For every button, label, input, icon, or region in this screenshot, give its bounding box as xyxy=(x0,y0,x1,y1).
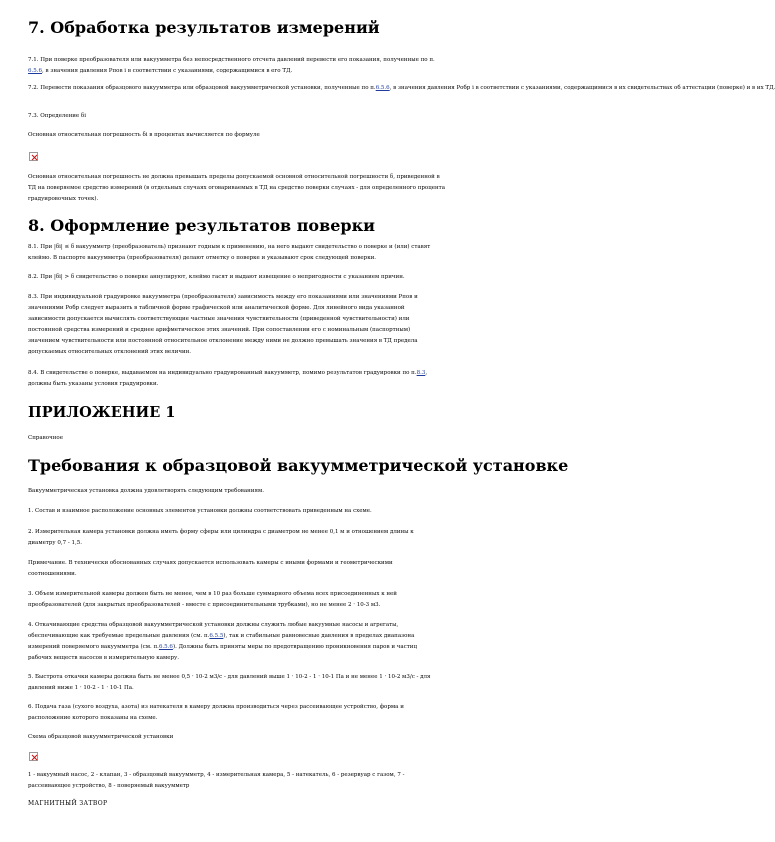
broken-image-icon xyxy=(29,752,38,761)
paragraph-7-5-line3: градуировочных точек). xyxy=(28,196,99,202)
link-6-5-6[interactable]: 6.5.6 xyxy=(375,85,390,91)
paragraph-8-3-line3: зависимости допускается вычислять соответствующие частные значения чувствительности (приведенной чувствительности) или xyxy=(28,316,410,322)
scheme-legend-line2: рассеивающее устройство, 8 - поверяемый вакуумметр xyxy=(28,783,190,789)
requirement-2-line1: 2. Измерительная камера установки должна иметь форму сферы или цилиндра с диаметром не менее 0,1 м и отношением длины к xyxy=(28,529,414,535)
paragraph-8-3-line4: постоянной средства измерений и среднее арифметическое этих значений. При сопоставлении его с номинальным (паспортным) xyxy=(28,327,411,333)
footer-caption: МАГНИТНЫЙ ЗАТВОР xyxy=(28,800,108,807)
scheme-title: Схема образцовой вакуумметрической установки xyxy=(28,734,174,740)
paragraph-8-3-line2: значениями Pобр следует выразить в табличной форме графической или аналитической форме. Для линейного вида указанной xyxy=(28,305,405,311)
requirement-3-line1: 3. Объем измерительной камеры должен быть не менее, чем в 10 раз больше суммарного объема всех присоединенных к ней xyxy=(28,591,397,597)
requirement-2-line2: диаметру 0,7 - 1,5. xyxy=(28,540,83,546)
section-7-title: 7. Обработка результатов измерений xyxy=(28,18,380,37)
requirement-6-line1: 6. Подача газа (сухого воздуха, азота) из натекателя в камеру должна производиться через рассеивающее устройство, форма и xyxy=(28,704,404,710)
paragraph-7-5-line2: ТД на поверяемое средство измерений (в отдельных случаях оговариваемых в ТД на средство поверки случаях - для определенного процента xyxy=(28,185,446,191)
requirement-6-line2: расположение которого показаны на схеме. xyxy=(28,715,158,721)
paragraph-7-5-line1: Основная относительная погрешность не должна превышать пределы допускаемой основной относительной погрешности δ, приведенной в xyxy=(28,174,440,180)
scheme-legend-line1: 1 - вакуумный насос, 2 - клапан, 3 - образцовый вакуумметр, 4 - измерительная камера, 5 - натекатель, 6 - резервуар с газом, 7 - xyxy=(28,772,405,778)
paragraph-8-3-line1: 8.3. При индивидуальной градуировке вакуумметра (преобразователя) зависимость между его показаниями или значениями Pпов и xyxy=(28,294,418,300)
paragraph-8-2: 8.2. При |δi| > δ свидетельство о поверке аннулируют, клеймо гасят и выдают извещение о непригодности с указанием причин. xyxy=(28,274,405,280)
requirement-4-line2: обеспечивающие как требуемые предельные давления (см. п.6.5.5), так и стабильные равновесные давления в пределах диапазона xyxy=(28,633,415,639)
appendix-note: Справочное xyxy=(28,435,63,441)
paragraph-formula-intro: Основная относительная погрешность δi в процентах вычисляется по формуле xyxy=(28,132,260,138)
paragraph-7-2: 7.2. Перевести показания образцового вакуумметра или образцовой вакуумметрической установки, полученные по п.6.5.6, в значения давления Pобр i в соответствии с указаниями, содержащимися в их свидетельствах об аттестации (поверке) и в их ТД. xyxy=(28,85,775,91)
link-6-5-5[interactable]: 6.5.5 xyxy=(209,633,224,639)
appendix-intro: Вакуумметрическая установка должна удовлетворять следующим требованиям. xyxy=(28,488,264,494)
requirement-4-line3: измерений поверяемого вакуумметра (см. п.6.5.6). Должны быть приняты меры по предотвращению проникновения паров и частиц xyxy=(28,644,417,650)
paragraph-7-1: 7.1. При поверке преобразователя или вакуумметра без непосредственного отсчета давлений перевести его показания, полученные по п. xyxy=(28,57,435,63)
broken-image-icon xyxy=(29,152,38,161)
paragraph-8-3-line5: значением чувствительности или постоянной относительное отклонение между ними не должно превышать значения в ТД предела xyxy=(28,338,418,344)
link-8-3[interactable]: 8.3 xyxy=(416,370,426,376)
requirement-5-line1: 5. Быстрота откачки камеры должна быть не менее 0,5 · 10-2 м3/с - для давлений выше 1 · 10-2 - 1 · 10-1 Па и не менее 1 · 10-2 м3/с - для xyxy=(28,674,431,680)
requirement-note-line2: соотношениями. xyxy=(28,571,77,577)
requirement-5-line2: давлений ниже 1 · 10-2 - 1 · 10-1 Па. xyxy=(28,685,134,691)
paragraph-8-3-line6: допускаемых относительных отклонений этих величин. xyxy=(28,349,192,355)
requirement-note-line1: Примечание. В технически обоснованных случаях допускается использовать камеры с иными формами и геометрическими xyxy=(28,560,393,566)
requirement-3-line2: преобразователей (для закрытых преобразователей - вместе с присоединительными трубками), но не менее 2 · 10-3 м3. xyxy=(28,602,381,608)
link-6-5-6[interactable]: 6.5.6 xyxy=(28,68,42,74)
requirement-1: 1. Состав и взаимное расположение основных элементов установки должны соответствовать приведенным на схеме. xyxy=(28,508,372,514)
paragraph-8-1-line1: 8.1. При |δi| ≤ δ вакуумметр (преобразователь) признают годным к применению, на него выдают свидетельство о поверке и (или) ставят xyxy=(28,244,431,250)
requirement-4-line4: рабочих веществ насосов в измерительную камеру. xyxy=(28,655,180,661)
appendix-title: ПРИЛОЖЕНИЕ 1 xyxy=(28,404,176,421)
section-8-title: 8. Оформление результатов поверки xyxy=(28,216,375,235)
paragraph-8-4: 8.4. В свидетельстве о поверке, выдаваемом на индивидуально градуированный вакуумметр, помимо результатов градуировки по п.8.3, xyxy=(28,370,428,376)
paragraph-8-1-line2: клеймо. В паспорте вакуумметра (преобразователя) делают отметку о поверке и указывают срок следующей поверки. xyxy=(28,255,377,261)
paragraph-7-3: 7.3. Определение δi xyxy=(28,113,86,119)
paragraph-8-4-line2: должны быть указаны условия градуировки. xyxy=(28,381,159,387)
requirement-4-line1: 4. Откачивающие средства образцовой вакуумметрической установки должны служить любые вакуумные насосы и агрегаты, xyxy=(28,622,399,628)
appendix-heading: Требования к образцовой вакуумметрической установке xyxy=(28,456,569,475)
paragraph-7-1-line2: 6.5.6, в значения давления Pпов i в соответствии с указаниями, содержащимися в его ТД. xyxy=(28,68,293,74)
link-6-5-6[interactable]: 6.5.6 xyxy=(158,644,173,650)
